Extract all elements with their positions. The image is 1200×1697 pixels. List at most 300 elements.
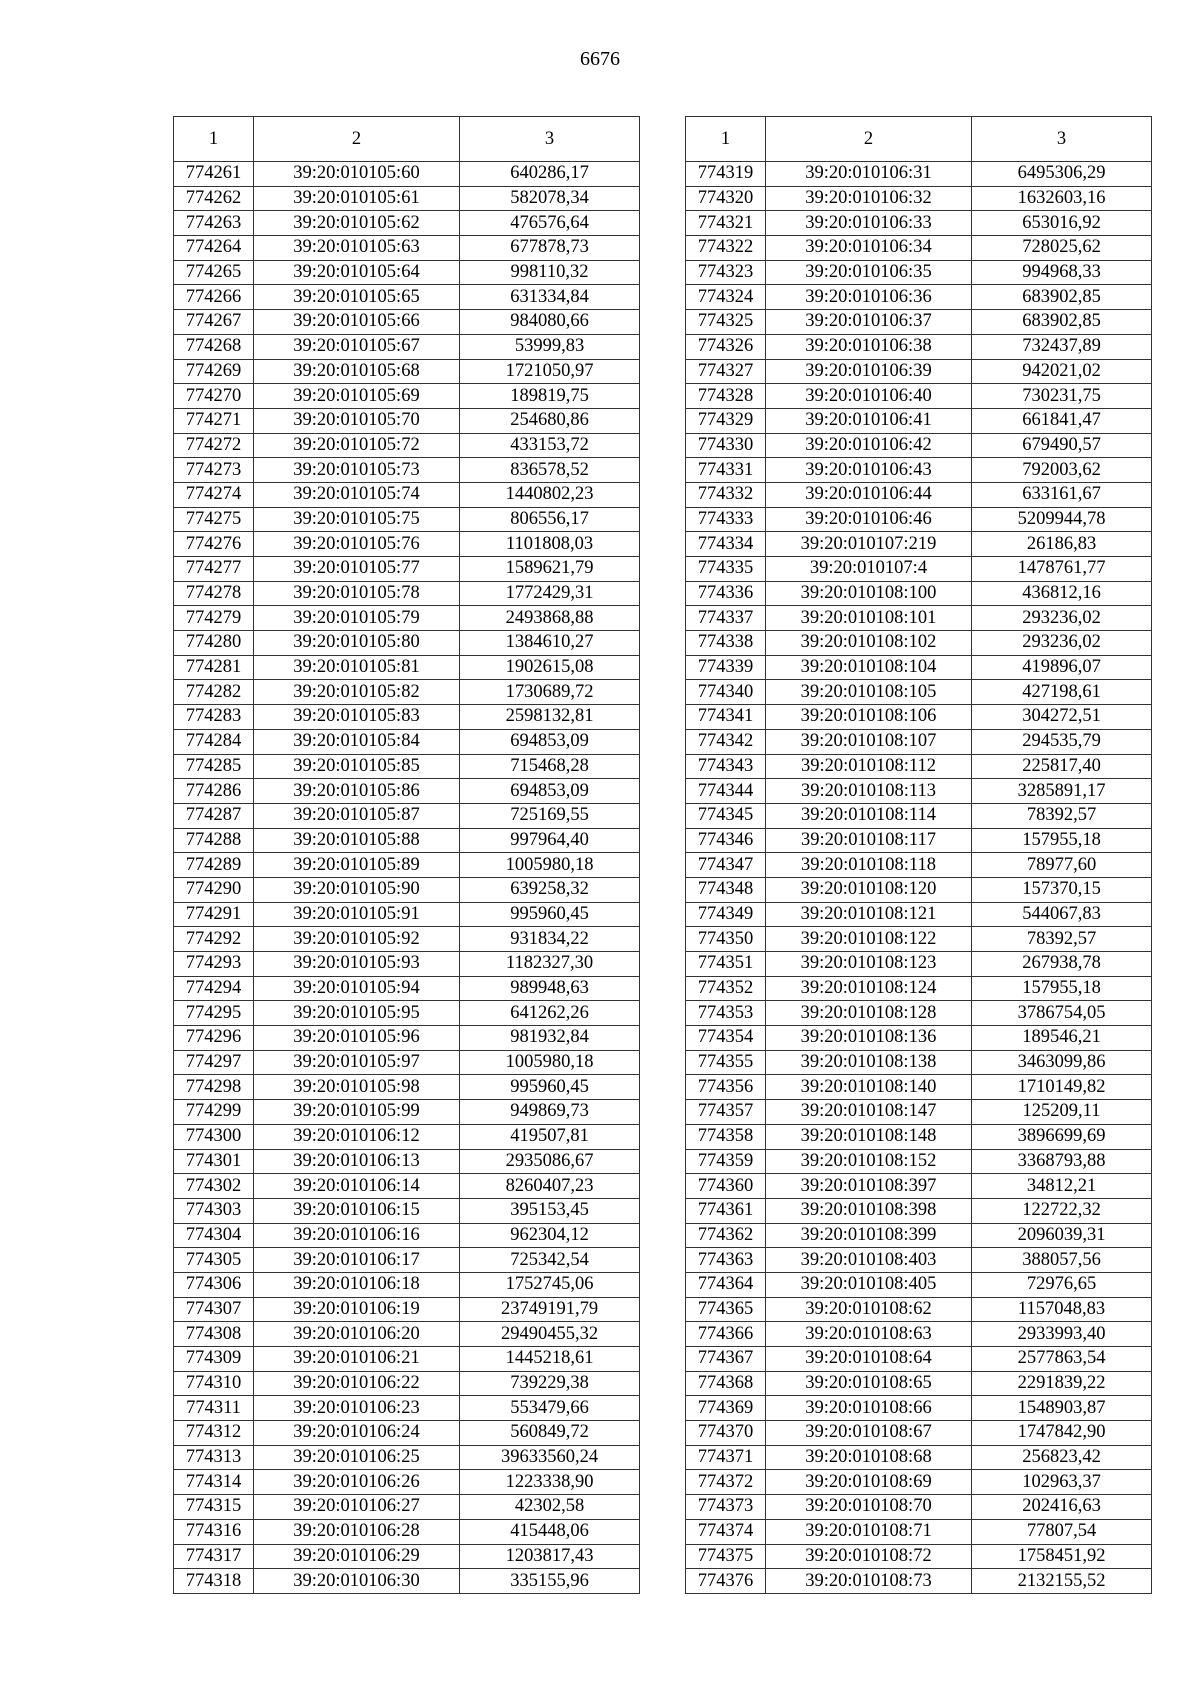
- table-row: [686, 1223, 1152, 1248]
- table-row: [686, 482, 1152, 507]
- value-cell: 728025,62: [972, 236, 1152, 261]
- cadastral-number-cell: 39:20:010108:65: [766, 1371, 972, 1396]
- table-row: [686, 1396, 1152, 1421]
- cadastral-number-cell: 39:20:010106:42: [766, 433, 972, 458]
- value-cell: 335155,96: [460, 1569, 640, 1594]
- cadastral-number-cell: 39:20:010108:107: [766, 729, 972, 754]
- table-row: [174, 1421, 640, 1446]
- row-number-cell: 774298: [174, 1075, 254, 1100]
- value-cell: 26186,83: [972, 532, 1152, 557]
- value-cell: 157370,15: [972, 877, 1152, 902]
- table-row: [174, 211, 640, 236]
- table-row: [686, 680, 1152, 705]
- row-number-cell: 774352: [686, 976, 766, 1001]
- row-number-cell: 774371: [686, 1445, 766, 1470]
- value-cell: 419896,07: [972, 655, 1152, 680]
- value-cell: 1005980,18: [460, 853, 640, 878]
- cadastral-number-cell: 39:20:010105:62: [254, 211, 460, 236]
- row-number-cell: 774363: [686, 1248, 766, 1273]
- value-cell: 683902,85: [972, 310, 1152, 335]
- table-row: [174, 952, 640, 977]
- cadastral-number-cell: 39:20:010108:112: [766, 754, 972, 779]
- value-cell: 39633560,24: [460, 1445, 640, 1470]
- cadastral-number-cell: 39:20:010105:75: [254, 507, 460, 532]
- row-number-cell: 774326: [686, 334, 766, 359]
- value-cell: 29490455,32: [460, 1322, 640, 1347]
- cadastral-number-cell: 39:20:010108:120: [766, 877, 972, 902]
- cadastral-number-cell: 39:20:010105:65: [254, 285, 460, 310]
- value-cell: 102963,37: [972, 1470, 1152, 1495]
- cadastral-number-cell: 39:20:010108:399: [766, 1223, 972, 1248]
- cadastral-number-cell: 39:20:010105:98: [254, 1075, 460, 1100]
- table-row: [174, 1495, 640, 1520]
- table-row: [174, 1396, 640, 1421]
- table-row: [174, 1347, 640, 1372]
- cadastral-number-cell: 39:20:010108:122: [766, 927, 972, 952]
- table-row: [686, 1100, 1152, 1125]
- value-cell: 8260407,23: [460, 1174, 640, 1199]
- table-row: [686, 532, 1152, 557]
- value-cell: 683902,85: [972, 285, 1152, 310]
- row-number-cell: 774339: [686, 655, 766, 680]
- value-cell: 640286,17: [460, 162, 640, 187]
- header-cell-1: 1: [174, 117, 254, 162]
- cadastral-number-cell: 39:20:010106:16: [254, 1223, 460, 1248]
- value-cell: 78977,60: [972, 853, 1152, 878]
- value-cell: 739229,38: [460, 1371, 640, 1396]
- value-cell: 1548903,87: [972, 1396, 1152, 1421]
- table-row: [686, 162, 1152, 187]
- row-number-cell: 774288: [174, 828, 254, 853]
- row-number-cell: 774364: [686, 1272, 766, 1297]
- page-number: 6676: [580, 48, 620, 70]
- row-number-cell: 774275: [174, 507, 254, 532]
- cadastral-number-cell: 39:20:010108:123: [766, 952, 972, 977]
- row-number-cell: 774309: [174, 1347, 254, 1372]
- row-number-cell: 774305: [174, 1248, 254, 1273]
- cadastral-number-cell: 39:20:010108:128: [766, 1001, 972, 1026]
- cadastral-number-cell: 39:20:010106:36: [766, 285, 972, 310]
- table-row: [686, 433, 1152, 458]
- table-row: [174, 1100, 640, 1125]
- cadastral-number-cell: 39:20:010105:96: [254, 1026, 460, 1051]
- value-cell: 304272,51: [972, 705, 1152, 730]
- cadastral-number-cell: 39:20:010105:68: [254, 359, 460, 384]
- left-table: [173, 116, 640, 1594]
- value-cell: 189546,21: [972, 1026, 1152, 1051]
- cadastral-number-cell: 39:20:010106:15: [254, 1198, 460, 1223]
- value-cell: 2132155,52: [972, 1569, 1152, 1594]
- value-cell: 3368793,88: [972, 1149, 1152, 1174]
- table-row: [686, 1075, 1152, 1100]
- value-cell: 792003,62: [972, 458, 1152, 483]
- row-number-cell: 774278: [174, 581, 254, 606]
- value-cell: 53999,83: [460, 334, 640, 359]
- row-number-cell: 774354: [686, 1026, 766, 1051]
- value-cell: 254680,86: [460, 408, 640, 433]
- table-row: [686, 408, 1152, 433]
- cadastral-number-cell: 39:20:010106:32: [766, 186, 972, 211]
- table-row: [174, 1470, 640, 1495]
- value-cell: 1758451,92: [972, 1544, 1152, 1569]
- table-row: [686, 902, 1152, 927]
- value-cell: 806556,17: [460, 507, 640, 532]
- value-cell: 34812,21: [972, 1174, 1152, 1199]
- row-number-cell: 774347: [686, 853, 766, 878]
- table-row: [174, 285, 640, 310]
- table-row: [174, 458, 640, 483]
- value-cell: 3786754,05: [972, 1001, 1152, 1026]
- table-row: [686, 1470, 1152, 1495]
- cadastral-number-cell: 39:20:010105:72: [254, 433, 460, 458]
- table-row: [174, 310, 640, 335]
- row-number-cell: 774321: [686, 211, 766, 236]
- row-number-cell: 774273: [174, 458, 254, 483]
- cadastral-number-cell: 39:20:010108:138: [766, 1050, 972, 1075]
- table-row: [686, 1026, 1152, 1051]
- row-number-cell: 774296: [174, 1026, 254, 1051]
- value-cell: 544067,83: [972, 902, 1152, 927]
- table-row: [174, 334, 640, 359]
- value-cell: 433153,72: [460, 433, 640, 458]
- table-row: [174, 1297, 640, 1322]
- row-number-cell: 774297: [174, 1050, 254, 1075]
- table-row: [686, 1544, 1152, 1569]
- cadastral-number-cell: 39:20:010106:28: [254, 1519, 460, 1544]
- table-row: [174, 1050, 640, 1075]
- cadastral-number-cell: 39:20:010108:114: [766, 803, 972, 828]
- cadastral-number-cell: 39:20:010106:17: [254, 1248, 460, 1273]
- cadastral-number-cell: 39:20:010108:102: [766, 631, 972, 656]
- value-cell: 125209,11: [972, 1100, 1152, 1125]
- value-cell: 995960,45: [460, 1075, 640, 1100]
- row-number-cell: 774356: [686, 1075, 766, 1100]
- table-row: [686, 1445, 1152, 1470]
- row-number-cell: 774325: [686, 310, 766, 335]
- row-number-cell: 774343: [686, 754, 766, 779]
- value-cell: 730231,75: [972, 384, 1152, 409]
- cadastral-number-cell: 39:20:010108:71: [766, 1519, 972, 1544]
- cadastral-number-cell: 39:20:010105:88: [254, 828, 460, 853]
- table-row: [174, 507, 640, 532]
- row-number-cell: 774313: [174, 1445, 254, 1470]
- cadastral-number-cell: 39:20:010108:73: [766, 1569, 972, 1594]
- cadastral-number-cell: 39:20:010106:14: [254, 1174, 460, 1199]
- cadastral-number-cell: 39:20:010108:140: [766, 1075, 972, 1100]
- row-number-cell: 774340: [686, 680, 766, 705]
- header-cell-3: 3: [972, 117, 1152, 162]
- cadastral-number-cell: 39:20:010105:60: [254, 162, 460, 187]
- row-number-cell: 774280: [174, 631, 254, 656]
- cadastral-number-cell: 39:20:010105:89: [254, 853, 460, 878]
- value-cell: 1445218,61: [460, 1347, 640, 1372]
- table-row: [686, 1569, 1152, 1594]
- row-number-cell: 774263: [174, 211, 254, 236]
- value-cell: 1223338,90: [460, 1470, 640, 1495]
- cadastral-number-cell: 39:20:010105:78: [254, 581, 460, 606]
- cadastral-number-cell: 39:20:010105:81: [254, 655, 460, 680]
- row-number-cell: 774316: [174, 1519, 254, 1544]
- row-number-cell: 774267: [174, 310, 254, 335]
- row-number-cell: 774304: [174, 1223, 254, 1248]
- table-row: [686, 952, 1152, 977]
- cadastral-number-cell: 39:20:010108:147: [766, 1100, 972, 1125]
- row-number-cell: 774268: [174, 334, 254, 359]
- cadastral-number-cell: 39:20:010105:70: [254, 408, 460, 433]
- value-cell: 1384610,27: [460, 631, 640, 656]
- table-row: [686, 803, 1152, 828]
- table-row: [686, 458, 1152, 483]
- row-number-cell: 774319: [686, 162, 766, 187]
- value-cell: 2291839,22: [972, 1371, 1152, 1396]
- cadastral-number-cell: 39:20:010106:39: [766, 359, 972, 384]
- value-cell: 202416,63: [972, 1495, 1152, 1520]
- value-cell: 694853,09: [460, 779, 640, 804]
- row-number-cell: 774375: [686, 1544, 766, 1569]
- value-cell: 1632603,16: [972, 186, 1152, 211]
- row-number-cell: 774360: [686, 1174, 766, 1199]
- table-row: [174, 1445, 640, 1470]
- value-cell: 694853,09: [460, 729, 640, 754]
- row-number-cell: 774335: [686, 557, 766, 582]
- cadastral-number-cell: 39:20:010106:33: [766, 211, 972, 236]
- right-table-header: [686, 117, 1152, 162]
- cadastral-number-cell: 39:20:010107:219: [766, 532, 972, 557]
- value-cell: 715468,28: [460, 754, 640, 779]
- value-cell: 962304,12: [460, 1223, 640, 1248]
- cadastral-number-cell: 39:20:010105:63: [254, 236, 460, 261]
- cadastral-number-cell: 39:20:010105:79: [254, 606, 460, 631]
- table-row: [174, 557, 640, 582]
- row-number-cell: 774341: [686, 705, 766, 730]
- table-row: [686, 1495, 1152, 1520]
- row-number-cell: 774274: [174, 482, 254, 507]
- value-cell: 998110,32: [460, 260, 640, 285]
- header-cell-1: 1: [686, 117, 766, 162]
- cadastral-number-cell: 39:20:010108:124: [766, 976, 972, 1001]
- table-row: [174, 754, 640, 779]
- row-number-cell: 774317: [174, 1544, 254, 1569]
- row-number-cell: 774373: [686, 1495, 766, 1520]
- cadastral-number-cell: 39:20:010108:148: [766, 1124, 972, 1149]
- value-cell: 725169,55: [460, 803, 640, 828]
- value-cell: 293236,02: [972, 631, 1152, 656]
- table-row: [174, 1223, 640, 1248]
- table-row: [174, 1174, 640, 1199]
- value-cell: 78392,57: [972, 803, 1152, 828]
- table-row: [174, 631, 640, 656]
- cadastral-number-cell: 39:20:010105:76: [254, 532, 460, 557]
- value-cell: 553479,66: [460, 1396, 640, 1421]
- row-number-cell: 774270: [174, 384, 254, 409]
- cadastral-number-cell: 39:20:010108:403: [766, 1248, 972, 1273]
- cadastral-number-cell: 39:20:010105:97: [254, 1050, 460, 1075]
- cadastral-number-cell: 39:20:010108:68: [766, 1445, 972, 1470]
- row-number-cell: 774320: [686, 186, 766, 211]
- value-cell: 42302,58: [460, 1495, 640, 1520]
- cadastral-number-cell: 39:20:010108:64: [766, 1347, 972, 1372]
- cadastral-number-cell: 39:20:010108:69: [766, 1470, 972, 1495]
- cadastral-number-cell: 39:20:010106:20: [254, 1322, 460, 1347]
- row-number-cell: 774293: [174, 952, 254, 977]
- row-number-cell: 774291: [174, 902, 254, 927]
- table-row: [686, 729, 1152, 754]
- table-row: [174, 532, 640, 557]
- cadastral-number-cell: 39:20:010108:72: [766, 1544, 972, 1569]
- table-row: [686, 334, 1152, 359]
- row-number-cell: 774374: [686, 1519, 766, 1544]
- cadastral-number-cell: 39:20:010105:86: [254, 779, 460, 804]
- row-number-cell: 774272: [174, 433, 254, 458]
- row-number-cell: 774285: [174, 754, 254, 779]
- table-row: [174, 186, 640, 211]
- cadastral-number-cell: 39:20:010106:22: [254, 1371, 460, 1396]
- value-cell: 989948,63: [460, 976, 640, 1001]
- row-number-cell: 774283: [174, 705, 254, 730]
- cadastral-number-cell: 39:20:010105:73: [254, 458, 460, 483]
- row-number-cell: 774329: [686, 408, 766, 433]
- row-number-cell: 774265: [174, 260, 254, 285]
- left-table-header: [174, 117, 640, 162]
- row-number-cell: 774279: [174, 606, 254, 631]
- table-row: [174, 384, 640, 409]
- table-row: [686, 779, 1152, 804]
- row-number-cell: 774308: [174, 1322, 254, 1347]
- value-cell: 427198,61: [972, 680, 1152, 705]
- value-cell: 949869,73: [460, 1100, 640, 1125]
- row-number-cell: 774290: [174, 877, 254, 902]
- table-row: [686, 285, 1152, 310]
- value-cell: 225817,40: [972, 754, 1152, 779]
- row-number-cell: 774311: [174, 1396, 254, 1421]
- value-cell: 157955,18: [972, 976, 1152, 1001]
- value-cell: 1101808,03: [460, 532, 640, 557]
- cadastral-number-cell: 39:20:010108:117: [766, 828, 972, 853]
- cadastral-number-cell: 39:20:010105:67: [254, 334, 460, 359]
- table-row: [686, 828, 1152, 853]
- cadastral-number-cell: 39:20:010106:30: [254, 1569, 460, 1594]
- right-table: [685, 116, 1152, 1594]
- row-number-cell: 774277: [174, 557, 254, 582]
- table-row: [174, 1519, 640, 1544]
- header-row: [174, 117, 640, 162]
- row-number-cell: 774327: [686, 359, 766, 384]
- value-cell: 23749191,79: [460, 1297, 640, 1322]
- cadastral-number-cell: 39:20:010106:46: [766, 507, 972, 532]
- table-row: [686, 631, 1152, 656]
- cadastral-number-cell: 39:20:010105:82: [254, 680, 460, 705]
- table-row: [686, 1149, 1152, 1174]
- table-row: [174, 260, 640, 285]
- row-number-cell: 774261: [174, 162, 254, 187]
- value-cell: 157955,18: [972, 828, 1152, 853]
- value-cell: 633161,67: [972, 482, 1152, 507]
- row-number-cell: 774349: [686, 902, 766, 927]
- row-number-cell: 774361: [686, 1198, 766, 1223]
- cadastral-number-cell: 39:20:010105:83: [254, 705, 460, 730]
- value-cell: 1902615,08: [460, 655, 640, 680]
- cadastral-number-cell: 39:20:010105:90: [254, 877, 460, 902]
- value-cell: 1589621,79: [460, 557, 640, 582]
- row-number-cell: 774322: [686, 236, 766, 261]
- row-number-cell: 774282: [174, 680, 254, 705]
- value-cell: 72976,65: [972, 1272, 1152, 1297]
- table-row: [174, 803, 640, 828]
- row-number-cell: 774271: [174, 408, 254, 433]
- value-cell: 77807,54: [972, 1519, 1152, 1544]
- row-number-cell: 774330: [686, 433, 766, 458]
- header-cell-2: 2: [254, 117, 460, 162]
- table-row: [686, 260, 1152, 285]
- cadastral-number-cell: 39:20:010108:121: [766, 902, 972, 927]
- value-cell: 679490,57: [972, 433, 1152, 458]
- value-cell: 641262,26: [460, 1001, 640, 1026]
- value-cell: 3896699,69: [972, 1124, 1152, 1149]
- value-cell: 2493868,88: [460, 606, 640, 631]
- value-cell: 931834,22: [460, 927, 640, 952]
- table-row: [174, 606, 640, 631]
- cadastral-number-cell: 39:20:010105:64: [254, 260, 460, 285]
- table-row: [174, 853, 640, 878]
- cadastral-number-cell: 39:20:010106:26: [254, 1470, 460, 1495]
- cadastral-number-cell: 39:20:010106:35: [766, 260, 972, 285]
- table-row: [686, 236, 1152, 261]
- table-row: [174, 1569, 640, 1594]
- value-cell: 677878,73: [460, 236, 640, 261]
- row-number-cell: 774289: [174, 853, 254, 878]
- row-number-cell: 774376: [686, 1569, 766, 1594]
- row-number-cell: 774324: [686, 285, 766, 310]
- row-number-cell: 774264: [174, 236, 254, 261]
- row-number-cell: 774368: [686, 1371, 766, 1396]
- row-number-cell: 774367: [686, 1347, 766, 1372]
- table-row: [686, 655, 1152, 680]
- row-number-cell: 774350: [686, 927, 766, 952]
- table-row: [174, 927, 640, 952]
- cadastral-number-cell: 39:20:010105:69: [254, 384, 460, 409]
- table-row: [174, 236, 640, 261]
- table-row: [686, 1272, 1152, 1297]
- cadastral-number-cell: 39:20:010105:61: [254, 186, 460, 211]
- table-row: [174, 581, 640, 606]
- row-number-cell: 774359: [686, 1149, 766, 1174]
- row-number-cell: 774355: [686, 1050, 766, 1075]
- value-cell: 984080,66: [460, 310, 640, 335]
- cadastral-number-cell: 39:20:010108:67: [766, 1421, 972, 1446]
- cadastral-number-cell: 39:20:010108:397: [766, 1174, 972, 1199]
- value-cell: 1478761,77: [972, 557, 1152, 582]
- value-cell: 582078,34: [460, 186, 640, 211]
- left-table-body: [174, 162, 640, 1594]
- table-row: [174, 1248, 640, 1273]
- value-cell: 3463099,86: [972, 1050, 1152, 1075]
- cadastral-number-cell: 39:20:010106:41: [766, 408, 972, 433]
- cadastral-number-cell: 39:20:010108:136: [766, 1026, 972, 1051]
- cadastral-number-cell: 39:20:010108:100: [766, 581, 972, 606]
- cadastral-number-cell: 39:20:010108:101: [766, 606, 972, 631]
- value-cell: 267938,78: [972, 952, 1152, 977]
- table-row: [174, 828, 640, 853]
- value-cell: 725342,54: [460, 1248, 640, 1273]
- value-cell: 2935086,67: [460, 1149, 640, 1174]
- cadastral-number-cell: 39:20:010106:40: [766, 384, 972, 409]
- cadastral-number-cell: 39:20:010105:87: [254, 803, 460, 828]
- row-number-cell: 774331: [686, 458, 766, 483]
- table-row: [174, 1026, 640, 1051]
- cadastral-number-cell: 39:20:010105:93: [254, 952, 460, 977]
- cadastral-number-cell: 39:20:010108:106: [766, 705, 972, 730]
- row-number-cell: 774345: [686, 803, 766, 828]
